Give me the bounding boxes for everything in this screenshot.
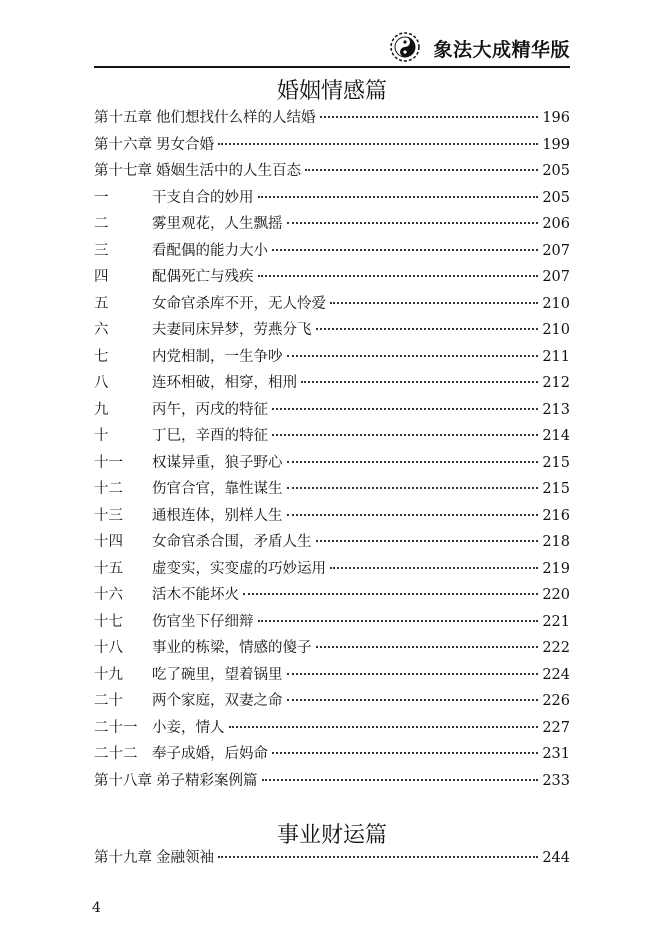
dot-leader bbox=[287, 221, 539, 224]
toc-entry[interactable] bbox=[94, 161, 570, 181]
toc-entry-page: 215 bbox=[542, 481, 570, 497]
toc-entry-label: 十一 bbox=[94, 454, 123, 471]
toc-entry-title: 小妾，情人 bbox=[152, 719, 225, 736]
toc-entry-page: 216 bbox=[542, 507, 570, 524]
toc-entry-label: 一 bbox=[94, 189, 109, 206]
toc-entry-label: 第十六章 bbox=[94, 136, 152, 153]
toc-entry-page: 213 bbox=[542, 401, 570, 418]
toc-entry[interactable] bbox=[94, 267, 570, 287]
toc-entry-title: 干支自合的妙用 bbox=[152, 189, 254, 206]
toc-entry-label: 二十 bbox=[94, 693, 123, 709]
toc-entry-label: 第十八章 bbox=[94, 772, 152, 789]
toc-entry-title: 权谋异重，狼子野心 bbox=[152, 454, 283, 471]
toc-entry[interactable] bbox=[94, 638, 570, 658]
toc-entry-page: 220 bbox=[542, 587, 570, 603]
toc-entry-page: 221 bbox=[542, 613, 570, 630]
toc-entry-title: 看配偶的能力大小 bbox=[152, 242, 268, 259]
dot-leader bbox=[305, 168, 538, 171]
toc-entry-page: 233 bbox=[542, 772, 570, 789]
toc-entry-label: 十六 bbox=[94, 587, 123, 603]
toc-entry[interactable] bbox=[94, 188, 570, 208]
toc-entry-title: 伤官合官，靠性谋生 bbox=[152, 481, 283, 497]
dot-leader bbox=[243, 592, 538, 595]
dot-leader bbox=[316, 327, 539, 330]
toc-entry-label: 十七 bbox=[94, 613, 123, 630]
toc-entry-page: 199 bbox=[542, 136, 570, 153]
toc-entry-label: 第十九章 bbox=[94, 850, 152, 866]
page-number: 4 bbox=[92, 900, 101, 916]
toc-entry-label: 六 bbox=[94, 322, 109, 338]
toc-entry[interactable] bbox=[94, 320, 570, 340]
toc-entry[interactable] bbox=[94, 506, 570, 526]
toc-entry-label: 十八 bbox=[94, 640, 123, 656]
toc-entry-title: 吃了碗里，望着锅里 bbox=[152, 666, 283, 683]
toc-entry[interactable] bbox=[94, 347, 570, 367]
toc-entry-title: 丁巳，辛酉的特征 bbox=[152, 428, 268, 444]
dot-leader bbox=[218, 142, 538, 145]
toc-entry[interactable] bbox=[94, 585, 570, 605]
toc-entry[interactable] bbox=[94, 718, 570, 738]
toc-entry[interactable] bbox=[94, 848, 570, 868]
toc-entry-page: 207 bbox=[542, 242, 570, 259]
dot-leader bbox=[287, 698, 539, 701]
toc-entry[interactable] bbox=[94, 214, 570, 234]
dot-leader bbox=[258, 195, 539, 198]
toc-entry-label: 十 bbox=[94, 428, 109, 444]
dot-leader bbox=[320, 115, 539, 118]
toc-entry-title: 弟子精彩案例篇 bbox=[156, 772, 258, 789]
toc-entry[interactable] bbox=[94, 771, 570, 791]
toc-entry-label: 八 bbox=[94, 375, 109, 391]
toc-entry-label: 三 bbox=[94, 242, 109, 259]
toc-entry[interactable] bbox=[94, 108, 570, 128]
section-title: 婚姻情感篇 bbox=[276, 79, 387, 104]
toc-entry[interactable] bbox=[94, 612, 570, 632]
toc-entry-title: 虚变实，实变虚的巧妙运用 bbox=[152, 560, 326, 577]
dot-leader bbox=[287, 354, 539, 357]
toc-entry-page: 244 bbox=[542, 850, 570, 866]
toc-entry-page: 205 bbox=[542, 189, 570, 206]
header-rule bbox=[94, 66, 570, 68]
toc-entry-title: 女命官杀库不开，无人怜爱 bbox=[152, 295, 326, 312]
toc-entry[interactable] bbox=[94, 135, 570, 155]
toc-entry-title: 他们想找什么样的人结婚 bbox=[156, 110, 316, 126]
toc-entry-page: 210 bbox=[542, 322, 570, 338]
toc-entry-title: 婚姻生活中的人生百态 bbox=[156, 163, 301, 179]
toc-entry-label: 二十一 bbox=[94, 719, 138, 736]
toc-entry-label: 五 bbox=[94, 295, 109, 312]
toc-entry-label: 二十二 bbox=[94, 746, 138, 762]
book-title: 象法大成精华版 bbox=[433, 39, 570, 61]
toc-entry-page: 210 bbox=[542, 295, 570, 312]
toc-entry-label: 十二 bbox=[94, 481, 123, 497]
toc-entry-label: 四 bbox=[94, 269, 109, 285]
toc-entry-title: 雾里观花，人生飘摇 bbox=[152, 216, 283, 232]
toc-entry-page: 231 bbox=[542, 746, 570, 762]
toc-entry-page: 206 bbox=[542, 216, 570, 232]
toc-entry-page: 226 bbox=[542, 693, 570, 709]
toc-entry[interactable] bbox=[94, 559, 570, 579]
toc-entry-page: 224 bbox=[542, 666, 570, 683]
toc-entry-title: 男女合婚 bbox=[156, 136, 214, 153]
dot-leader bbox=[316, 539, 539, 542]
toc-entry[interactable] bbox=[94, 294, 570, 314]
toc-entry-page: 196 bbox=[542, 110, 570, 126]
toc-entry[interactable] bbox=[94, 479, 570, 499]
toc-entry-title: 奉子成婚，后妈命 bbox=[152, 746, 268, 762]
toc-entry-page: 227 bbox=[542, 719, 570, 736]
toc-entry-title: 丙午，丙戌的特征 bbox=[152, 401, 268, 418]
toc-entry-title: 连环相破，相穿，相刑 bbox=[152, 375, 297, 391]
toc-entry-page: 212 bbox=[542, 375, 570, 391]
toc-entry-title: 女命官杀合围，矛盾人生 bbox=[152, 534, 312, 550]
toc-entry-title: 配偶死亡与残疾 bbox=[152, 269, 254, 285]
dot-leader bbox=[287, 672, 539, 675]
toc-entry-title: 通根连体，别样人生 bbox=[152, 507, 283, 524]
dot-leader bbox=[287, 513, 539, 516]
toc-entry-label: 七 bbox=[94, 348, 109, 365]
toc-entry-title: 金融领袖 bbox=[156, 850, 214, 866]
toc-entry-title: 两个家庭，双妻之命 bbox=[152, 693, 283, 709]
dot-leader bbox=[287, 486, 539, 489]
dot-leader bbox=[316, 645, 539, 648]
toc-entry-title: 活木不能坏火 bbox=[152, 587, 239, 603]
dot-leader bbox=[258, 274, 539, 277]
running-header bbox=[94, 28, 570, 64]
toc-entry[interactable] bbox=[94, 532, 570, 552]
toc-entry-title: 伤官坐下仔细辩 bbox=[152, 613, 254, 630]
toc-entry[interactable] bbox=[94, 744, 570, 764]
toc-entry-page: 214 bbox=[542, 428, 570, 444]
toc-entry-label: 九 bbox=[94, 401, 109, 418]
toc-entry[interactable] bbox=[94, 241, 570, 261]
toc-entry-title: 夫妻同床异梦，劳燕分飞 bbox=[152, 322, 312, 338]
toc-entry-title: 内党相制，一生争吵 bbox=[152, 348, 283, 365]
toc-entry-label: 十三 bbox=[94, 507, 123, 524]
toc-entry-page: 215 bbox=[542, 454, 570, 471]
yin-yang-bagua-icon bbox=[390, 32, 420, 62]
dot-leader bbox=[258, 619, 539, 622]
dot-leader bbox=[330, 301, 538, 304]
dot-leader bbox=[272, 407, 538, 410]
toc-entry[interactable] bbox=[94, 373, 570, 393]
dot-leader bbox=[229, 725, 539, 728]
toc-entry-page: 211 bbox=[542, 348, 570, 365]
toc-entry-label: 二 bbox=[94, 216, 109, 232]
toc-entry[interactable] bbox=[94, 400, 570, 420]
toc-entry-title: 事业的栋梁，情感的傻子 bbox=[152, 640, 312, 656]
toc-entry-page: 207 bbox=[542, 269, 570, 285]
toc-entry-label: 十九 bbox=[94, 666, 123, 683]
dot-leader bbox=[272, 433, 538, 436]
toc-entry-label: 十四 bbox=[94, 534, 123, 550]
toc-entry[interactable] bbox=[94, 691, 570, 711]
toc-entry-label: 第十五章 bbox=[94, 110, 152, 126]
dot-leader bbox=[330, 566, 538, 569]
dot-leader bbox=[218, 855, 538, 858]
dot-leader bbox=[262, 778, 539, 781]
dot-leader bbox=[301, 380, 538, 383]
toc-entry[interactable] bbox=[94, 453, 570, 473]
dot-leader bbox=[272, 248, 538, 251]
dot-leader bbox=[287, 460, 539, 463]
toc-entry-page: 205 bbox=[542, 163, 570, 179]
toc-entry-page: 219 bbox=[542, 560, 570, 577]
toc-entry-page: 222 bbox=[542, 640, 570, 656]
toc-entry[interactable] bbox=[94, 426, 570, 446]
toc-entry-label: 第十七章 bbox=[94, 163, 152, 179]
toc-entry[interactable] bbox=[94, 665, 570, 685]
toc-entry-label: 十五 bbox=[94, 560, 123, 577]
toc-entry-page: 218 bbox=[542, 534, 570, 550]
dot-leader bbox=[272, 751, 538, 754]
section-title: 事业财运篇 bbox=[276, 823, 387, 848]
